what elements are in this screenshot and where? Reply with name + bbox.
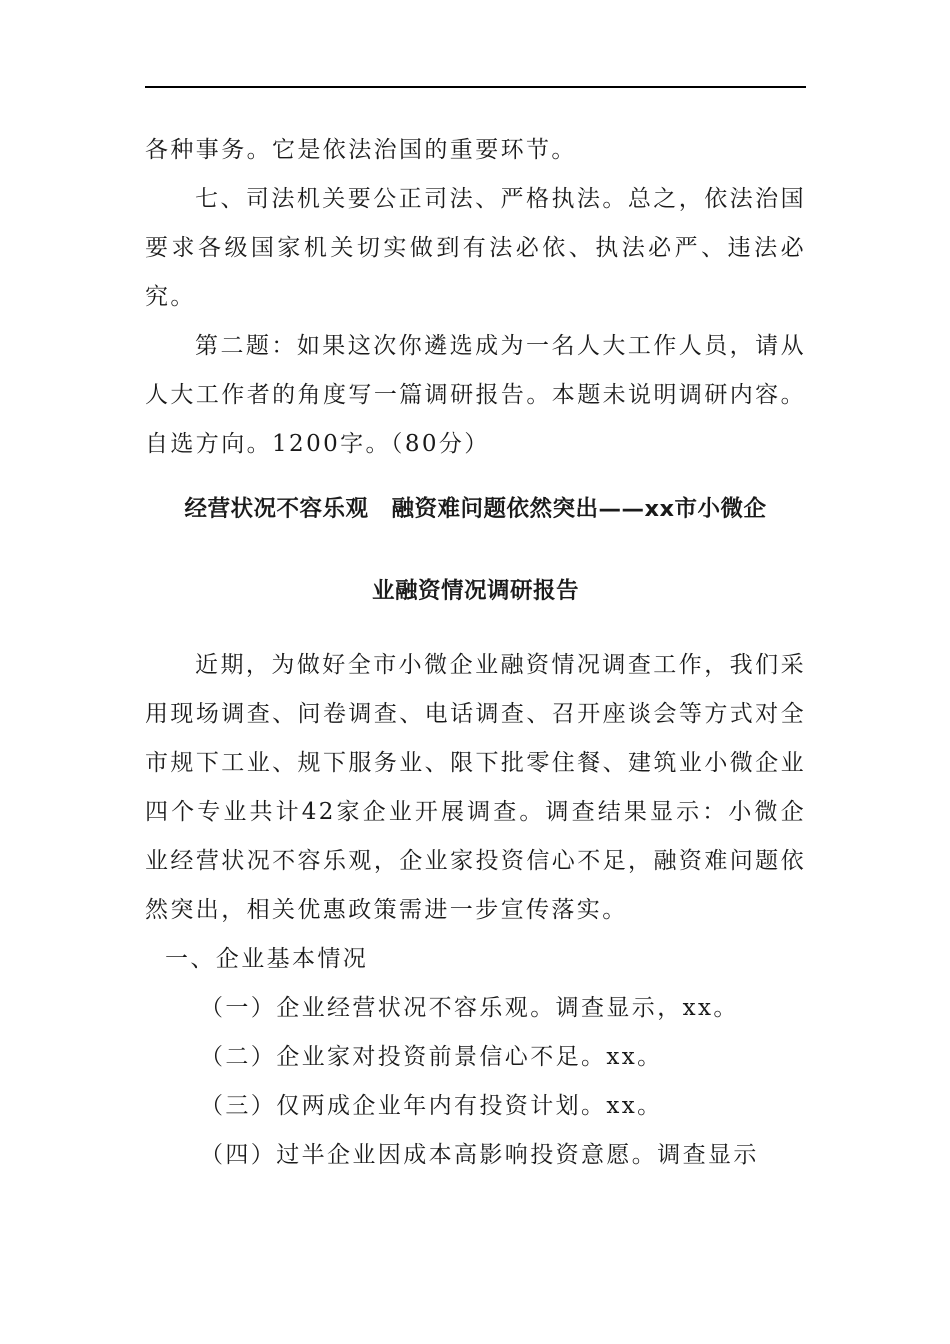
subsection-three: （三）仅两成企业年内有投资计划。xx。 xyxy=(200,1093,663,1119)
paragraph-intro: 近期，为做好全市小微企业融资情况调查工作，我们采用现场调查、问卷调查、电话调查、召开座谈会等方式对全市规下工业、规下服务业、限下批零住餐、建筑业小微企业四个专业共计42家企业开展调查。调查结果显示：小微企业经营状况不容乐观，企业家投资信心不足，融资难问题依然突出，相关优惠政策需进一步宣传落实。 xyxy=(145,652,806,923)
section-heading-one: 一、企业基本情况 xyxy=(165,946,369,972)
header-rule xyxy=(145,86,806,88)
document-body xyxy=(145,126,806,1180)
subsection-two: （二）企业家对投资前景信心不足。xx。 xyxy=(200,1044,663,1070)
paragraph-point-seven: 七、司法机关要公正司法、严格执法。总之，依法治国要求各级国家机关切实做到有法必依、执法必严、违法必究。 xyxy=(145,186,806,310)
subsection-one: （一）企业经营状况不容乐观。调查显示，xx。 xyxy=(200,995,739,1021)
subsection-four: （四）过半企业因成本高影响投资意愿。调查显示 xyxy=(200,1142,759,1168)
paragraph-question-two: 第二题：如果这次你遴选成为一名人大工作人员，请从人大工作者的角度写一篇调研报告。本题未说明调研内容。自选方向。1200字。（80分） xyxy=(145,333,806,457)
report-title-line-2: 业融资情况调研报告 xyxy=(371,578,579,604)
paragraph-continuation: 各种事务。它是依法治国的重要环节。 xyxy=(145,137,577,163)
report-title-line-1: 经营状况不容乐观 融资难问题依然突出——xx市小微企 xyxy=(184,496,767,522)
